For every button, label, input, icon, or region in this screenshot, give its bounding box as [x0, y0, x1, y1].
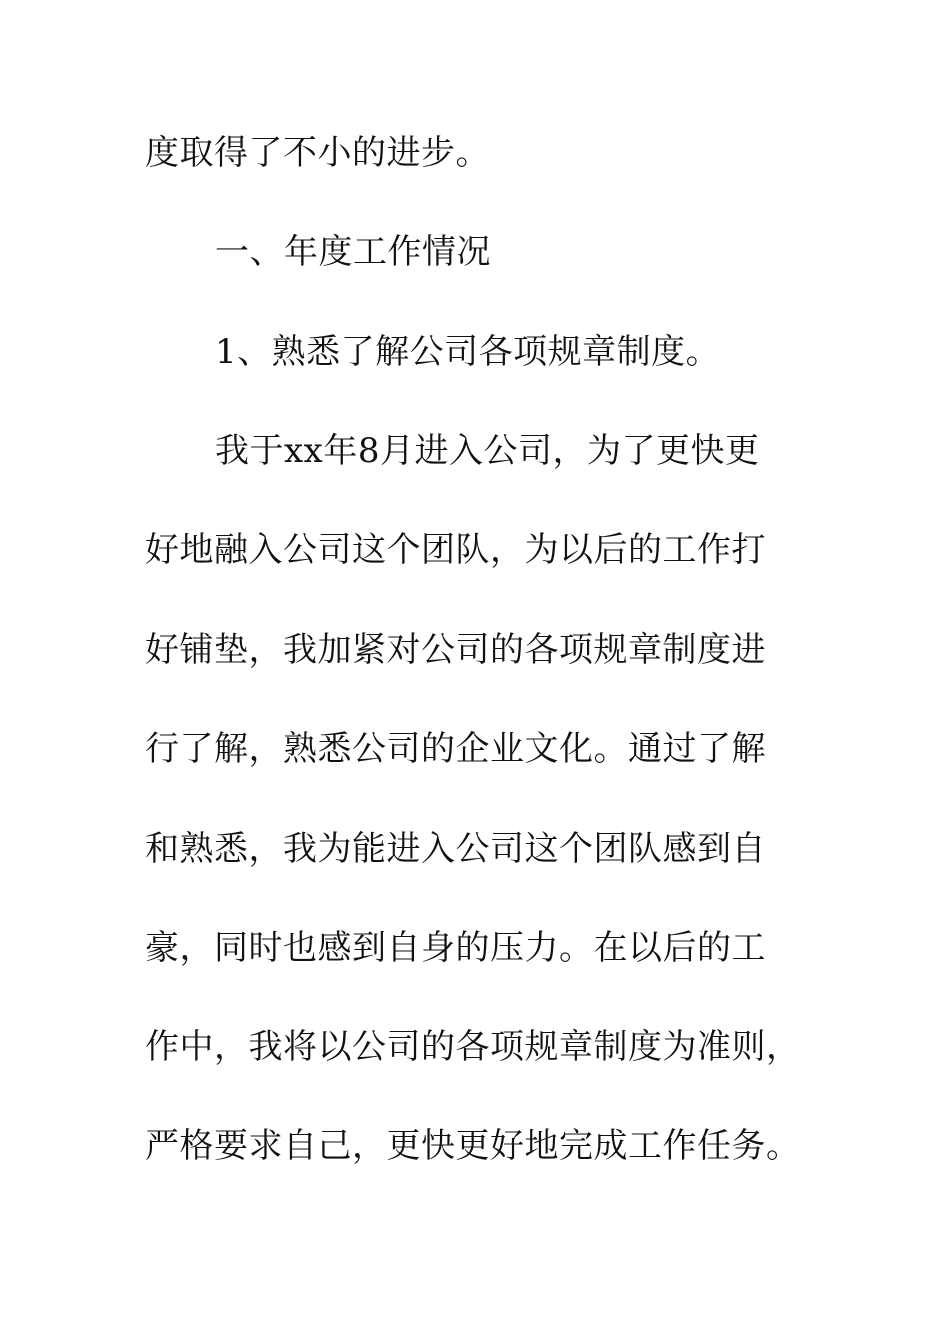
paragraph-line: 行了解，熟悉公司的企业文化。通过了解	[145, 729, 766, 769]
paragraph-line: 作中，我将以公司的各项规章制度为准则，	[145, 1027, 801, 1067]
paragraph-line: 豪，同时也感到自身的压力。在以后的工	[145, 928, 766, 968]
paragraph-line: 好地融入公司这个团队，为以后的工作打	[145, 530, 766, 570]
paragraph-line: 好铺垫，我加紧对公司的各项规章制度进	[145, 630, 766, 670]
section-heading: 一、年度工作情况	[215, 232, 491, 272]
subsection-heading: 1、熟悉了解公司各项规章制度。	[215, 332, 721, 372]
paragraph-line: 我于xx年8月进入公司，为了更快更	[215, 431, 760, 471]
paragraph-line: 和熟悉，我为能进入公司这个团队感到自	[145, 829, 766, 869]
paragraph-line: 度取得了不小的进步。	[145, 133, 490, 173]
paragraph-line: 严格要求自己，更快更好地完成工作任务。	[145, 1126, 801, 1166]
